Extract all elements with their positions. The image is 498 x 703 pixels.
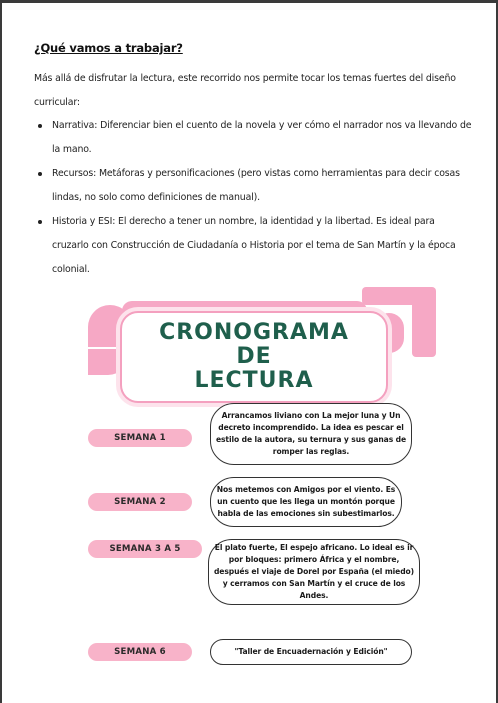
list-item-text: Recursos: Metáforas y personificaciones (pero vistas como herramientas para decir cosas lindas, no solo como definiciones de manual). xyxy=(52,168,460,203)
section-heading: ¿Qué vamos a trabajar? xyxy=(34,41,183,55)
intro-paragraph: Más allá de disfrutar la lectura, este recorrido nos permite tocar los temas fuertes del diseño curricular: xyxy=(34,73,456,108)
bullet-icon xyxy=(38,172,42,176)
poster-title-line: CRONOGRAMA xyxy=(159,320,349,345)
poster-title-card xyxy=(120,311,388,403)
poster-title-line: DE xyxy=(236,344,272,369)
list-item xyxy=(34,210,474,282)
poster-title-line: LECTURA xyxy=(194,368,314,393)
week-description-3-5: El plato fuerte, El espejo africano. Lo ideal es ir por bloques: primero África y el nombre, después el viaje de Dorel por España (el miedo) y cerramos con San Martín y el cruce de los Andes. xyxy=(208,539,420,605)
week-label-1: SEMANA 1 xyxy=(88,429,192,447)
bullet-icon xyxy=(38,124,42,128)
list-item xyxy=(34,162,474,210)
list-item xyxy=(34,114,474,162)
week-label-2: SEMANA 2 xyxy=(88,493,192,511)
week-label-3-5: SEMANA 3 A 5 xyxy=(88,540,202,558)
week-label-6: SEMANA 6 xyxy=(88,643,192,661)
reading-schedule-poster xyxy=(2,283,496,703)
list-item-text: Narrativa: Diferenciar bien el cuento de la novela y ver cómo el narrador nos va llevando de la mano. xyxy=(52,120,472,155)
topics-list xyxy=(34,114,474,282)
bullet-icon xyxy=(38,220,42,224)
decorative-blob-right-tall xyxy=(412,299,436,357)
week-description-6: "Taller de Encuadernación y Edición" xyxy=(210,639,412,665)
week-description-1: Arrancamos liviano con La mejor luna y Un decreto incomprendido. La idea es pescar el estilo de la autora, su ternura y sus ganas de romper las reglas. xyxy=(210,403,412,465)
document-page xyxy=(2,3,496,703)
week-description-2: Nos metemos con Amigos por el viento. Es un cuento que les llega un montón porque habla de las emociones sin subestimarlos. xyxy=(210,477,402,527)
list-item-text: Historia y ESI: El derecho a tener un nombre, la identidad y la libertad. Es ideal para cruzarlo con Construcción de Ciudadanía o Historia por el tema de San Martín y la época colonial. xyxy=(52,216,456,275)
